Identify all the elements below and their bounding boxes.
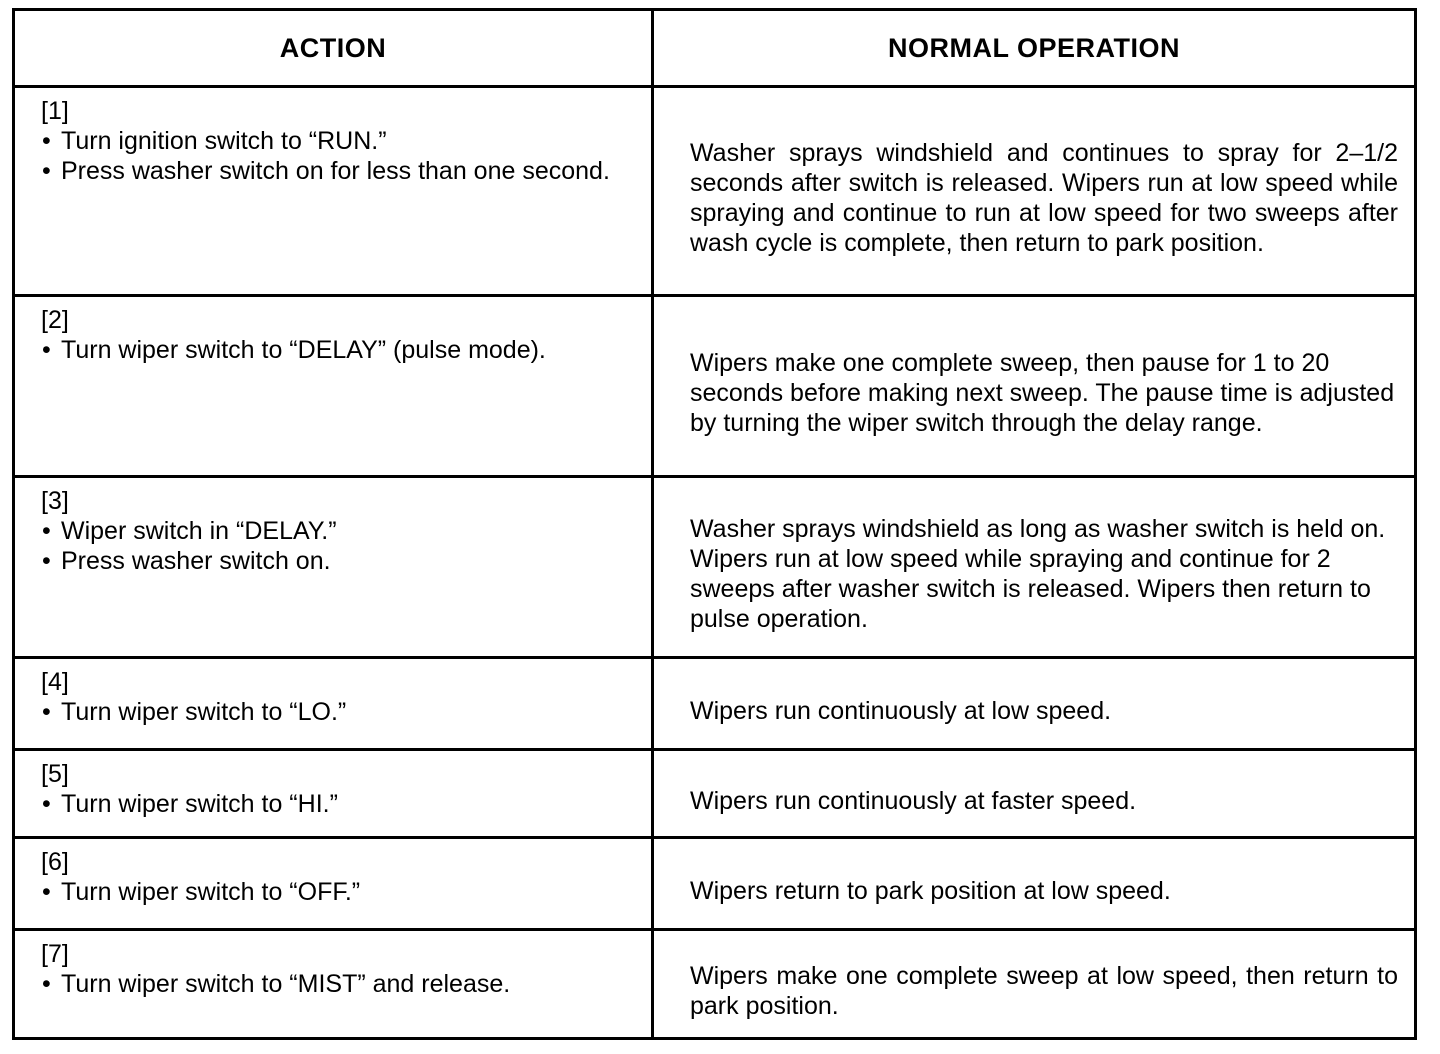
action-item: • Turn wiper switch to “HI.” xyxy=(41,789,641,819)
operation-text: Wipers return to park position at low speed. xyxy=(690,876,1171,905)
table-row xyxy=(14,658,1416,750)
operation-cell xyxy=(653,296,1416,477)
action-list xyxy=(41,789,641,819)
wiper-operation-table-container xyxy=(12,8,1414,1040)
action-item: • Turn wiper switch to “LO.” xyxy=(41,697,641,727)
table-row xyxy=(14,930,1416,1039)
operation-cell xyxy=(653,838,1416,930)
operation-cell xyxy=(653,930,1416,1039)
operation-text: Wipers make one complete sweep at low speed, then return to park position. xyxy=(690,962,1398,1020)
header-row xyxy=(14,10,1416,87)
step-number: [6] xyxy=(41,848,69,876)
action-list xyxy=(41,877,641,907)
table-row xyxy=(14,477,1416,658)
action-cell xyxy=(14,296,653,477)
operation-cell xyxy=(653,658,1416,750)
wiper-operation-table xyxy=(12,8,1417,1040)
action-item: • Press washer switch on for less than one second. xyxy=(41,156,641,186)
operation-cell xyxy=(653,750,1416,838)
action-item: • Turn ignition switch to “RUN.” xyxy=(41,126,641,156)
operation-text: Wipers run continuously at low speed. xyxy=(690,696,1112,725)
action-list xyxy=(41,335,641,365)
action-item: • Turn wiper switch to “OFF.” xyxy=(41,877,641,907)
action-cell xyxy=(14,87,653,296)
operation-text: Wipers run continuously at faster speed. xyxy=(690,786,1137,815)
step-number: [1] xyxy=(41,97,69,125)
table-row xyxy=(14,87,1416,296)
action-cell xyxy=(14,930,653,1039)
step-number: [2] xyxy=(41,306,69,334)
table-row xyxy=(14,296,1416,477)
operation-text: Washer sprays windshield and continues to spray for 2–1/2 seconds after switch is released. Wipers run at low speed while spraying and continue to run at low speed for two sweeps after wash cycle is complete, then return to park position. xyxy=(690,139,1398,257)
operation-cell xyxy=(653,87,1416,296)
table-row xyxy=(14,750,1416,838)
action-cell xyxy=(14,658,653,750)
action-cell xyxy=(14,750,653,838)
operation-text: Washer sprays windshield as long as washer switch is held on. Wipers run at low speed while spraying and continue for 2 sweeps after washer switch is released. Wipers then return to pulse operation. xyxy=(690,515,1386,633)
operation-text: Wipers make one complete sweep, then pause for 1 to 20 seconds before making next sweep. The pause time is adjusted by turning the wiper switch through the delay range. xyxy=(690,349,1395,437)
action-cell xyxy=(14,477,653,658)
operation-cell xyxy=(653,477,1416,658)
action-list xyxy=(41,516,641,576)
action-list xyxy=(41,697,641,727)
step-number: [7] xyxy=(41,940,69,968)
table-row xyxy=(14,838,1416,930)
action-column-header: ACTION xyxy=(14,10,653,87)
action-item: • Turn wiper switch to “DELAY” (pulse mode). xyxy=(41,335,641,365)
action-item: • Wiper switch in “DELAY.” xyxy=(41,516,641,546)
step-number: [4] xyxy=(41,668,69,696)
action-item: • Turn wiper switch to “MIST” and release. xyxy=(41,969,641,999)
action-list xyxy=(41,969,641,999)
action-item: • Press washer switch on. xyxy=(41,546,641,576)
action-list xyxy=(41,126,641,186)
step-number: [3] xyxy=(41,487,69,515)
action-cell xyxy=(14,838,653,930)
step-number: [5] xyxy=(41,760,69,788)
normal-operation-column-header: NORMAL OPERATION xyxy=(653,10,1416,87)
